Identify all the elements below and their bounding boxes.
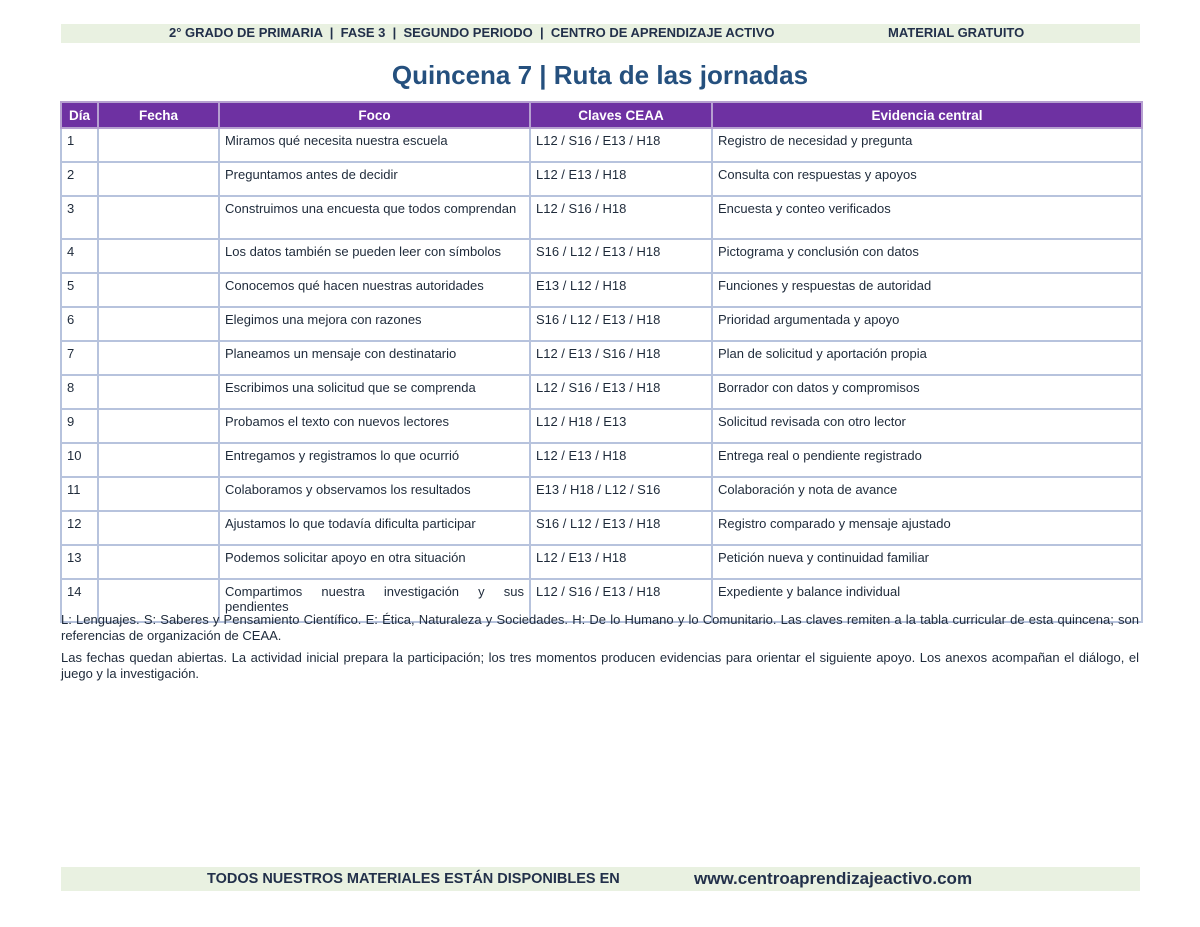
cell-fecha[interactable] [98,128,219,162]
column-header-fecha: Fecha [98,102,219,128]
cell-foco: Escribimos una solicitud que se comprenda [219,375,530,409]
cell-evidencia: Entrega real o pendiente registrado [712,443,1142,477]
table-header-row [61,102,1142,128]
cell-foco: Los datos también se pueden leer con símbolos [219,239,530,273]
table-row [61,196,1142,239]
cell-evidencia: Plan de solicitud y aportación propia [712,341,1142,375]
cell-fecha[interactable] [98,375,219,409]
column-header-claves: Claves CEAA [530,102,712,128]
cell-evidencia: Petición nueva y continuidad familiar [712,545,1142,579]
footer-band [61,867,1140,891]
cell-fecha[interactable] [98,307,219,341]
cell-foco: Conocemos qué hacen nuestras autoridades [219,273,530,307]
cell-dia: 10 [61,443,98,477]
cell-evidencia: Solicitud revisada con otro lector [712,409,1142,443]
cell-dia: 13 [61,545,98,579]
cell-claves: L12 / H18 / E13 [530,409,712,443]
cell-claves: L12 / E13 / H18 [530,162,712,196]
cell-fecha[interactable] [98,409,219,443]
cell-fecha[interactable] [98,273,219,307]
table-row [61,375,1142,409]
cell-claves: S16 / L12 / E13 / H18 [530,239,712,273]
cell-foco: Preguntamos antes de decidir [219,162,530,196]
cell-fecha[interactable] [98,511,219,545]
cell-claves: L12 / E13 / H18 [530,443,712,477]
cell-dia: 11 [61,477,98,511]
cell-dia: 12 [61,511,98,545]
cell-dia: 6 [61,307,98,341]
cell-evidencia: Consulta con respuestas y apoyos [712,162,1142,196]
cell-dia: 5 [61,273,98,307]
cell-foco: Compartimos nuestra investigación y sus pendientes [219,579,530,622]
cell-dia: 2 [61,162,98,196]
cell-dia: 14 [61,579,98,622]
cell-dia: 9 [61,409,98,443]
cell-foco: Miramos qué necesita nuestra escuela [219,128,530,162]
column-header-foco: Foco [219,102,530,128]
column-header-evidencia: Evidencia central [712,102,1142,128]
table-row [61,273,1142,307]
schedule-table [60,101,1143,623]
cell-foco: Construimos una encuesta que todos comprendan [219,196,530,239]
notes [61,612,1139,688]
cell-dia: 4 [61,239,98,273]
table-row [61,239,1142,273]
header-free-material: MATERIAL GRATUITO [888,25,1025,40]
table-row [61,307,1142,341]
table-row [61,545,1142,579]
cell-claves: L12 / E13 / S16 / H18 [530,341,712,375]
cell-claves: L12 / S16 / E13 / H18 [530,375,712,409]
cell-foco: Colaboramos y observamos los resultados [219,477,530,511]
cell-dia: 8 [61,375,98,409]
cell-evidencia: Prioridad argumentada y apoyo [712,307,1142,341]
cell-claves: S16 / L12 / E13 / H18 [530,307,712,341]
cell-fecha[interactable] [98,477,219,511]
note-dates: Las fechas quedan abiertas. La actividad inicial prepara la participación; los tres momentos producen evidencias para orientar el siguiente apoyo. Los anexos acompañan el diálogo, el juego y la investigación. [61,650,1139,681]
cell-fecha[interactable] [98,443,219,477]
cell-foco: Ajustamos lo que todavía dificulta participar [219,511,530,545]
cell-fecha[interactable] [98,341,219,375]
page-title: Quincena 7 | Ruta de las jornadas [391,60,809,90]
cell-foco: Elegimos una mejora con razones [219,307,530,341]
cell-claves: E13 / L12 / H18 [530,273,712,307]
table-row [61,128,1142,162]
cell-claves: L12 / E13 / H18 [530,545,712,579]
cell-foco: Probamos el texto con nuevos lectores [219,409,530,443]
column-header-dia: Día [61,102,98,128]
cell-claves: L12 / S16 / H18 [530,196,712,239]
table-row [61,477,1142,511]
cell-evidencia: Registro de necesidad y pregunta [712,128,1142,162]
cell-dia: 7 [61,341,98,375]
header-grade-info: 2° GRADO DE PRIMARIA | FASE 3 | SEGUNDO PERIODO | CENTRO DE APRENDIZAJE ACTIVO [169,25,775,40]
cell-evidencia: Funciones y respuestas de autoridad [712,273,1142,307]
table-row [61,511,1142,545]
cell-claves: L12 / S16 / E13 / H18 [530,128,712,162]
table-row [61,162,1142,196]
footer-website-link[interactable]: www.centroaprendizajeactivo.com [694,869,973,888]
cell-claves: S16 / L12 / E13 / H18 [530,511,712,545]
cell-fecha[interactable] [98,545,219,579]
cell-evidencia: Borrador con datos y compromisos [712,375,1142,409]
cell-claves: E13 / H18 / L12 / S16 [530,477,712,511]
table-row [61,341,1142,375]
cell-evidencia: Colaboración y nota de avance [712,477,1142,511]
cell-dia: 1 [61,128,98,162]
cell-evidencia: Encuesta y conteo verificados [712,196,1142,239]
cell-evidencia: Registro comparado y mensaje ajustado [712,511,1142,545]
header-band [61,24,1140,43]
note-legend: L: Lenguajes. S: Saberes y Pensamiento Científico. E: Ética, Naturaleza y Sociedades. H: De lo Humano y lo Comunitario. Las claves remiten a la tabla curricular de esta quincena; son referencias de organización de CEAA. [61,612,1139,643]
cell-evidencia: Pictograma y conclusión con datos [712,239,1142,273]
cell-foco: Planeamos un mensaje con destinatario [219,341,530,375]
cell-fecha[interactable] [98,162,219,196]
cell-fecha[interactable] [98,196,219,239]
cell-claves: L12 / S16 / E13 / H18 [530,579,712,622]
cell-foco: Entregamos y registramos lo que ocurrió [219,443,530,477]
footer-availability: TODOS NUESTROS MATERIALES ESTÁN DISPONIBLES EN [207,871,620,887]
table-row [61,409,1142,443]
cell-evidencia: Expediente y balance individual [712,579,1142,622]
cell-fecha[interactable] [98,239,219,273]
cell-foco: Podemos solicitar apoyo en otra situación [219,545,530,579]
table-row [61,443,1142,477]
cell-dia: 3 [61,196,98,239]
